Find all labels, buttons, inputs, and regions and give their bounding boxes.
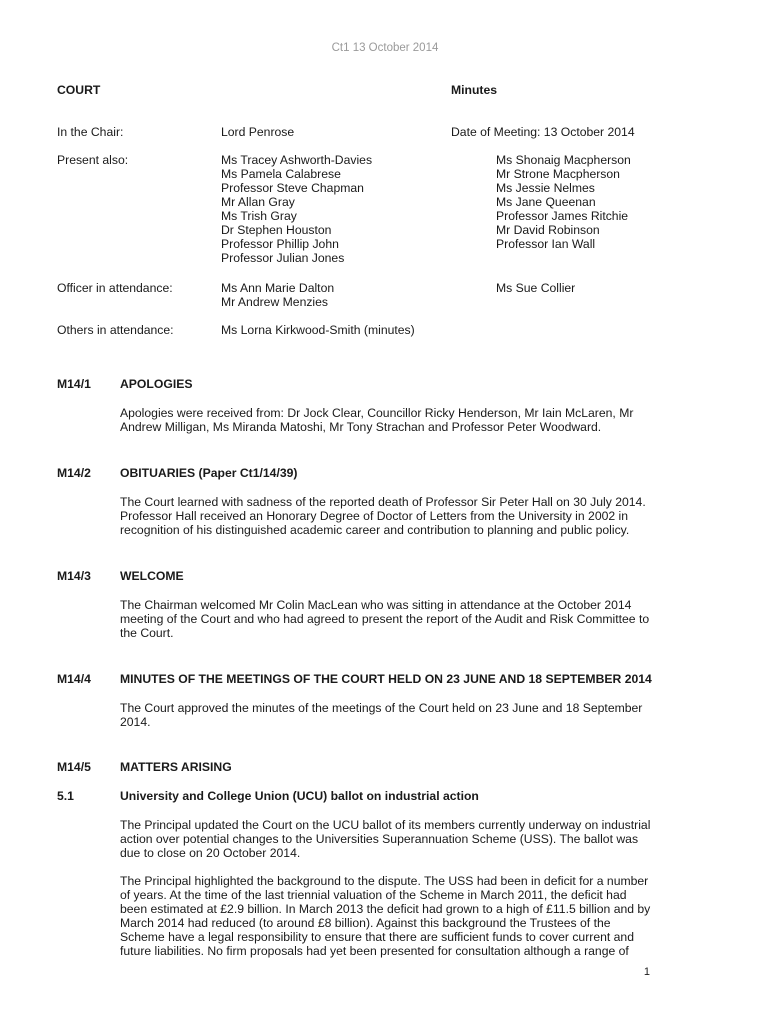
body-line: Professor Hall received an Honorary Degree of Doctor of Letters from the University in 2002 in bbox=[120, 509, 629, 523]
header-reference: Ct1 13 October 2014 bbox=[331, 42, 439, 54]
body-line: Scheme have a legal responsibility to ensure that there are sufficient funds to cover current and bbox=[120, 930, 634, 944]
officers-list-col1 bbox=[221, 281, 334, 309]
item-body bbox=[120, 406, 633, 434]
item-title: APOLOGIES bbox=[120, 377, 193, 391]
body-line: future liabilities. No firm proposals had yet been presented for consultation although a range of bbox=[120, 944, 629, 958]
body-line: The Principal updated the Court on the UCU ballot of its members currently underway on industrial bbox=[120, 818, 651, 832]
attendee: Mr Allan Gray bbox=[221, 195, 295, 209]
others-name: Ms Lorna Kirkwood-Smith (minutes) bbox=[221, 323, 415, 337]
item-number: M14/1 bbox=[57, 377, 91, 391]
item-body bbox=[120, 495, 646, 537]
body-line: recognition of his distinguished academic career and contribution to planning and public policy. bbox=[120, 523, 630, 537]
item-title: MINUTES OF THE MEETINGS OF THE COURT HELD ON 23 JUNE AND 18 SEPTEMBER 2014 bbox=[120, 672, 652, 686]
body-line: been estimated at £2.9 billion. In March 2013 the deficit had grown to a high of £11.5 billion and by bbox=[120, 902, 651, 916]
officer: Ms Ann Marie Dalton bbox=[221, 281, 335, 295]
attendee: Professor Julian Jones bbox=[221, 251, 345, 265]
attendee: Professor Ian Wall bbox=[496, 237, 596, 251]
item-title: OBITUARIES (Paper Ct1/14/39) bbox=[120, 466, 298, 480]
meeting-date: Date of Meeting: 13 October 2014 bbox=[451, 125, 635, 139]
attendee: Mr David Robinson bbox=[496, 223, 600, 237]
attendee: Ms Tracey Ashworth-Davies bbox=[221, 153, 373, 167]
page-number: 1 bbox=[643, 966, 650, 978]
chair-name: Lord Penrose bbox=[221, 125, 295, 139]
body-line: March 2014 had reduced (to around £8 billion). Against this background the Trustees of the bbox=[120, 916, 611, 930]
attendee: Ms Jane Queenan bbox=[496, 195, 596, 209]
attendee: Professor James Ritchie bbox=[496, 209, 629, 223]
body-line: Andrew Milligan, Ms Miranda Matoshi, Mr Tony Strachan and Professor Peter Woodward. bbox=[120, 420, 602, 434]
body-line: meeting of the Court and who had agreed to present the report of the Audit and Risk Committee to bbox=[120, 612, 650, 626]
officer: Mr Andrew Menzies bbox=[221, 295, 329, 309]
item-number: M14/4 bbox=[57, 672, 91, 686]
body-line: due to close on 20 October 2014. bbox=[120, 846, 301, 860]
present-label: Present also: bbox=[57, 153, 129, 167]
body-line: 2014. bbox=[120, 715, 151, 729]
body-line: The Court approved the minutes of the meetings of the Court held on 23 June and 18 September bbox=[120, 701, 643, 715]
item-body bbox=[120, 598, 649, 640]
attendee: Mr Strone Macpherson bbox=[496, 167, 620, 181]
court-heading: COURT bbox=[57, 83, 101, 97]
item-number: M14/2 bbox=[57, 466, 91, 480]
body-line: the Court. bbox=[120, 626, 174, 640]
body-line: action over potential changes to the Universities Superannuation Scheme (USS). The ballot was bbox=[120, 832, 639, 846]
others-label: Others in attendance: bbox=[57, 323, 174, 337]
body-line: The Principal highlighted the background to the dispute. The USS had been in deficit for a number bbox=[120, 874, 649, 888]
officers-label: Officer in attendance: bbox=[57, 281, 173, 295]
officer: Ms Sue Collier bbox=[496, 281, 576, 295]
present-list-col1 bbox=[221, 153, 372, 265]
attendee: Professor Phillip John bbox=[221, 237, 339, 251]
item-title: WELCOME bbox=[120, 569, 184, 583]
attendee: Dr Stephen Houston bbox=[221, 223, 332, 237]
minutes-heading: Minutes bbox=[451, 83, 498, 97]
item-body bbox=[120, 701, 642, 729]
attendee: Ms Pamela Calabrese bbox=[221, 167, 341, 181]
subitem-para-2 bbox=[120, 874, 650, 958]
attendee: Ms Trish Gray bbox=[221, 209, 297, 223]
present-list-col2 bbox=[496, 153, 631, 251]
body-line: The Court learned with sadness of the reported death of Professor Sir Peter Hall on 30 July 2014. bbox=[120, 495, 646, 509]
item-title: MATTERS ARISING bbox=[120, 760, 232, 774]
attendee: Ms Shonaig Macpherson bbox=[496, 153, 631, 167]
attendee: Professor Steve Chapman bbox=[221, 181, 364, 195]
attendee: Ms Jessie Nelmes bbox=[496, 181, 595, 195]
body-line: of years. At the time of the last triennial valuation of the Scheme in March 2011, the deficit had bbox=[120, 888, 627, 902]
subitem-title: University and College Union (UCU) ballot on industrial action bbox=[120, 789, 479, 803]
item-number: M14/5 bbox=[57, 760, 91, 774]
subitem-number: 5.1 bbox=[57, 789, 74, 803]
officers-list-col2 bbox=[496, 281, 575, 295]
body-line: The Chairman welcomed Mr Colin MacLean who was sitting in attendance at the October 2014 bbox=[120, 598, 632, 612]
body-line: Apologies were received from: Dr Jock Clear, Councillor Ricky Henderson, Mr Iain McLaren, Mr bbox=[120, 406, 634, 420]
subitem-para-1 bbox=[120, 818, 650, 860]
item-number: M14/3 bbox=[57, 569, 91, 583]
chair-label: In the Chair: bbox=[57, 125, 124, 139]
